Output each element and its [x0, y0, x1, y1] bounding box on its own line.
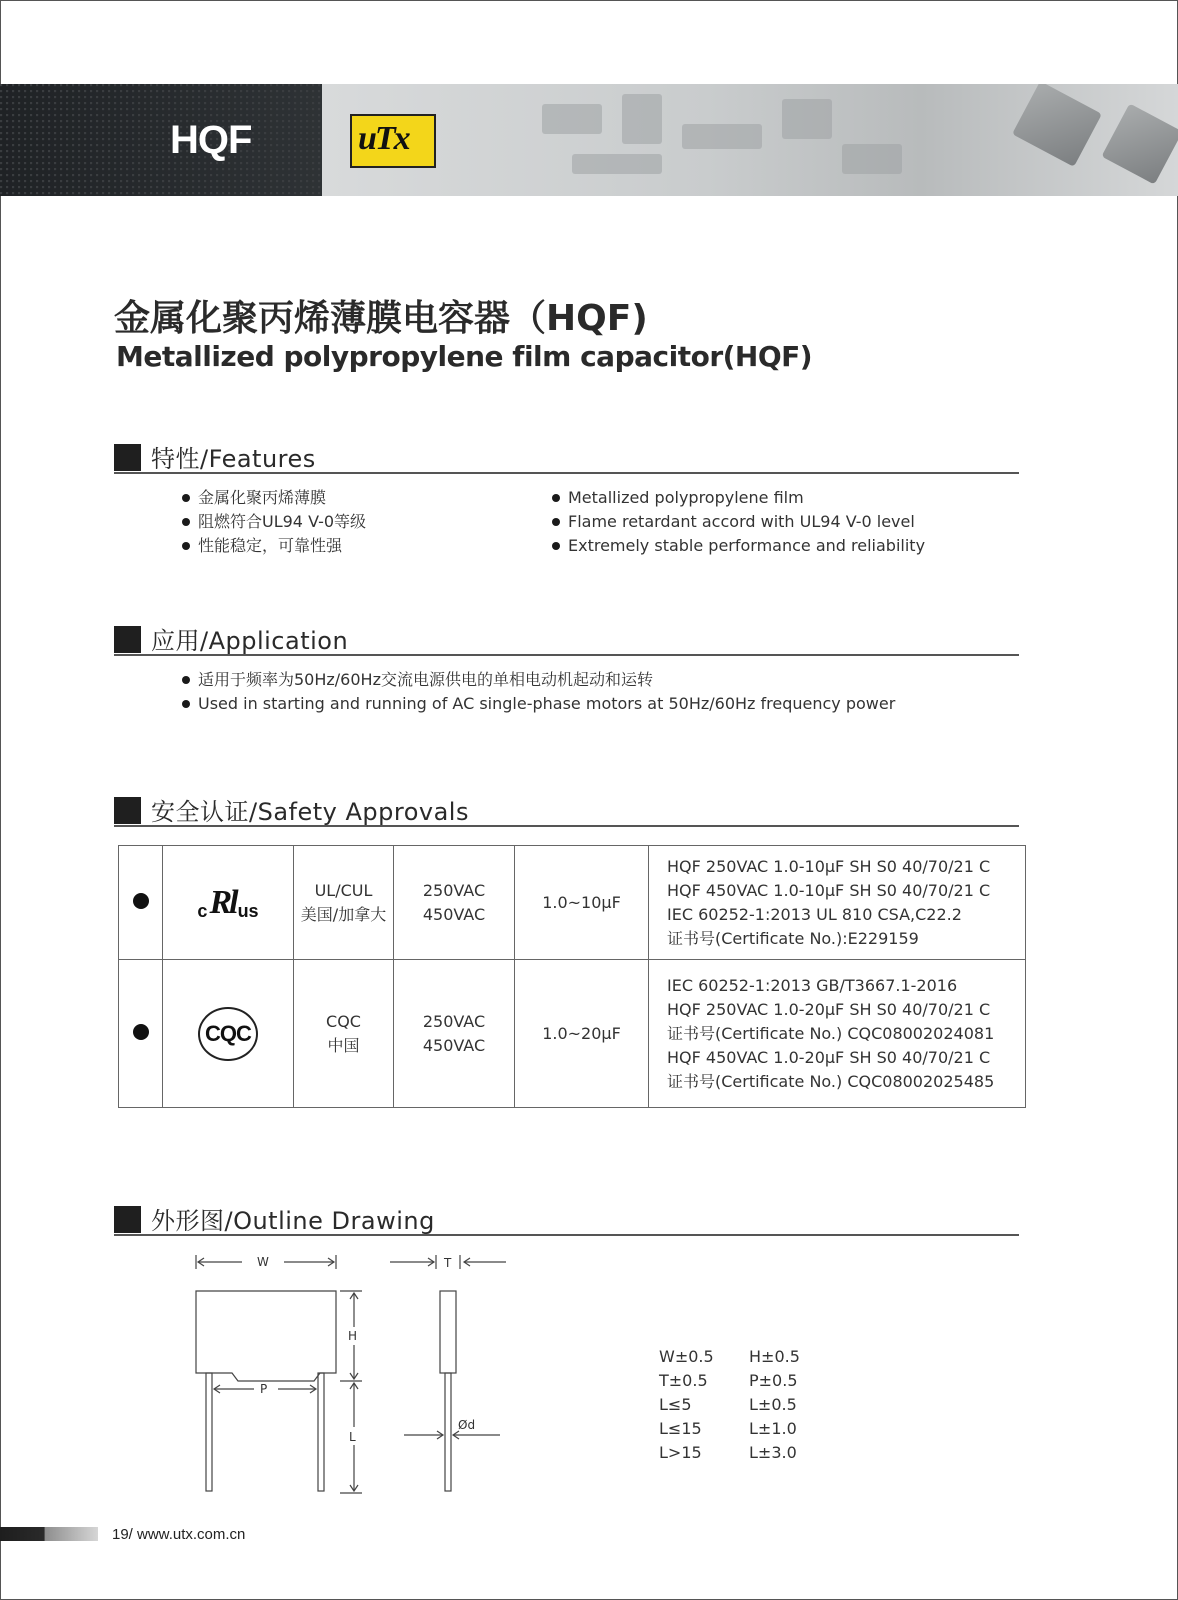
banner-product-photo	[322, 84, 1178, 196]
description-cell	[649, 960, 1026, 1108]
application-heading: 应用/Application	[151, 627, 349, 655]
org-name: CQC	[326, 1011, 361, 1031]
features-list-en	[550, 486, 925, 558]
label-l: L	[349, 1430, 356, 1444]
desc-line: HQF 250VAC 1.0-10μF SH S0 40/70/21 C	[667, 856, 991, 876]
tolerance-list	[659, 1345, 800, 1465]
desc-line: IEC 60252-1:2013 UL 810 CSA,C22.2	[667, 904, 962, 924]
tolerance-value: L±1.0	[749, 1419, 797, 1438]
tolerance-value: L≤5	[659, 1395, 692, 1414]
cul-us-logo: c Rl us	[197, 883, 259, 921]
list-item: 性能稳定，可靠性强	[180, 534, 366, 558]
tolerance-row	[659, 1345, 800, 1369]
bullet-cell	[119, 846, 163, 960]
side-view-drawing	[390, 1255, 510, 1509]
logo-text: uTx	[358, 120, 409, 157]
desc-line: HQF 450VAC 1.0-20μF SH S0 40/70/21 C	[667, 1047, 991, 1067]
features-list-cn	[180, 486, 366, 558]
tolerance-row	[659, 1417, 800, 1441]
desc-line: 证书号(Certificate No.):E229159	[667, 928, 919, 948]
desc-line: HQF 250VAC 1.0-20μF SH S0 40/70/21 C	[667, 999, 991, 1019]
bullet-dot	[133, 893, 149, 909]
approvals-table	[118, 845, 1026, 1108]
voltage-cell	[394, 960, 515, 1108]
org-region: 中国	[327, 1035, 360, 1055]
list-item: Used in starting and running of AC single-phase motors at 50Hz/60Hz frequency power	[180, 692, 895, 716]
bullet-dot	[133, 1024, 149, 1040]
model-title: HQF	[170, 118, 252, 162]
org-cell	[294, 846, 394, 960]
bullet-cell	[119, 960, 163, 1108]
description-cell	[649, 846, 1026, 960]
voltage-value: 450VAC	[422, 1035, 486, 1055]
tolerance-value: H±0.5	[749, 1347, 800, 1366]
capacitance-cell: 1.0~20μF	[515, 960, 649, 1108]
footer-page-url: 19/ www.utx.com.cn	[112, 1526, 246, 1543]
list-item: Metallized polypropylene film	[550, 486, 925, 510]
cert-logo-cell	[163, 846, 294, 960]
tolerance-row	[659, 1393, 800, 1417]
tolerance-value: L±0.5	[749, 1395, 797, 1414]
desc-line: IEC 60252-1:2013 GB/T3667.1-2016	[667, 975, 958, 995]
features-heading: 特性/Features	[151, 445, 316, 473]
voltage-value: 250VAC	[422, 880, 486, 900]
outline-heading: 外形图/Outline Drawing	[151, 1207, 435, 1235]
desc-line: 证书号(Certificate No.) CQC08002024081	[667, 1023, 995, 1043]
label-t: T	[444, 1256, 452, 1270]
label-w: W	[257, 1255, 269, 1269]
footer-bar	[0, 1527, 98, 1541]
desc-line: HQF 450VAC 1.0-10μF SH S0 40/70/21 C	[667, 880, 991, 900]
side-view-svg	[390, 1255, 510, 1505]
org-name: UL/CUL	[314, 880, 373, 900]
desc-line: 证书号(Certificate No.) CQC08002025485	[667, 1071, 995, 1091]
org-region: 美国/加拿大	[300, 904, 387, 924]
list-item: Extremely stable performance and reliability	[550, 534, 925, 558]
section-marker	[114, 626, 141, 653]
tolerance-value: T±0.5	[659, 1371, 708, 1390]
list-item: 阻燃符合UL94 V-0等级	[180, 510, 366, 534]
utx-logo	[350, 114, 436, 168]
capacitance-cell: 1.0~10μF	[515, 846, 649, 960]
title-chinese: 金属化聚丙烯薄膜电容器（HQF)	[114, 298, 648, 339]
label-p: P	[260, 1382, 268, 1396]
label-h: H	[348, 1329, 358, 1343]
list-item: 金属化聚丙烯薄膜	[180, 486, 366, 510]
table-row	[119, 846, 1026, 960]
voltage-value: 450VAC	[422, 904, 486, 924]
cqc-logo: CQC	[198, 1007, 258, 1061]
section-outline-drawing	[114, 1198, 1019, 1236]
tolerance-value: P±0.5	[749, 1371, 798, 1390]
section-marker	[114, 797, 141, 824]
section-marker	[114, 1206, 141, 1233]
tolerance-row	[659, 1441, 800, 1465]
table-row	[119, 960, 1026, 1108]
header-banner	[0, 84, 1178, 196]
section-marker	[114, 444, 141, 471]
tolerance-value: L≤15	[659, 1419, 702, 1438]
tolerance-value: L>15	[659, 1443, 702, 1462]
section-features	[114, 436, 1019, 474]
tolerance-value: W±0.5	[659, 1347, 714, 1366]
org-cell	[294, 960, 394, 1108]
voltage-cell	[394, 846, 515, 960]
safety-heading: 安全认证/Safety Approvals	[151, 798, 469, 826]
section-application	[114, 618, 1019, 656]
tolerance-value: L±3.0	[749, 1443, 797, 1462]
banner-dark-panel	[0, 84, 322, 196]
list-item: 适用于频率为50Hz/60Hz交流电源供电的单相电动机起动和运转	[180, 668, 895, 692]
application-list	[180, 668, 895, 716]
voltage-value: 250VAC	[422, 1011, 486, 1031]
title-english: Metallized polypropylene film capacitor(HQF)	[116, 340, 813, 373]
tolerance-row	[659, 1369, 800, 1393]
cert-logo-cell	[163, 960, 294, 1108]
label-d: Ød	[458, 1418, 476, 1432]
list-item: Flame retardant accord with UL94 V-0 level	[550, 510, 925, 534]
section-safety-approvals	[114, 789, 1019, 827]
